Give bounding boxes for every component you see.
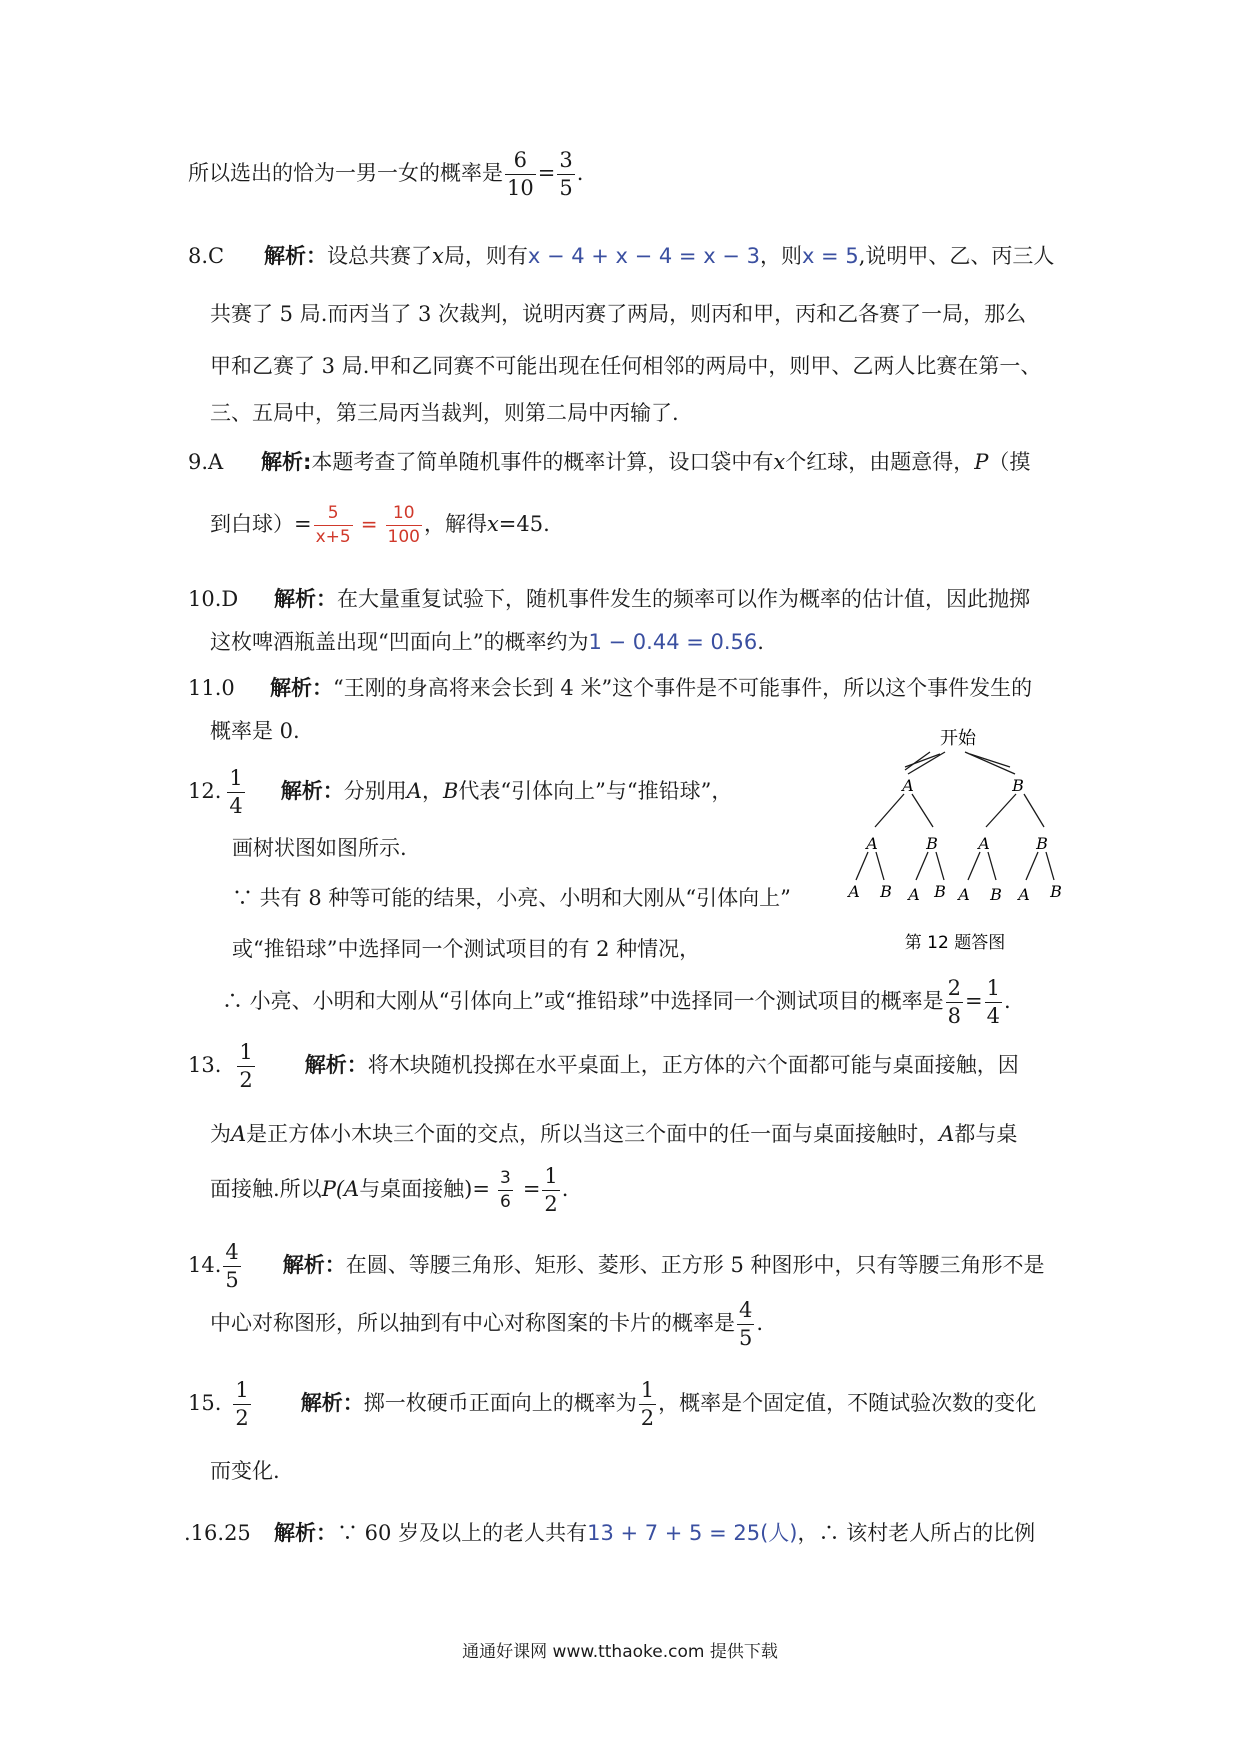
math-expression: x − 4 + x − 4 = x − 3 (527, 244, 760, 268)
q8-line-2: 共赛了 5 局.而丙当了 3 次裁判，说明丙赛了两局，则丙和甲，丙和乙各赛了一局，那么 (210, 302, 1027, 326)
q12-line-4: 或“推铅球”中选择同一个测试项目的有 2 种情况， (232, 937, 701, 961)
analysis-label: 解析： (270, 676, 333, 700)
intro-text: 所以选出的恰为一男一女的概率是 (188, 161, 503, 185)
tree-node: A (978, 834, 990, 853)
tree-leaf: B (880, 882, 892, 901)
question-number: 10.D (188, 587, 239, 611)
intro-line: 所以选出的恰为一男一女的概率是 $\frac{6}{10}$ = $\frac{3}{5}$ . (188, 148, 584, 200)
q9-line-2: 到白球）= $\frac{5}{x+5}$ = $\frac{10}{100}$ ，解得x=45. (210, 503, 550, 547)
fraction: $\frac{2}{8}$ (947, 976, 961, 1028)
fraction: $\frac{5}{x+5}$ (315, 503, 351, 547)
q14-line-1: 14. $\frac{4}{5}$ 解析：在圆、等腰三角形、矩形、菱形、正方形 5 种图形中，只有等腰三角形不是 (188, 1240, 1045, 1292)
question-number: 11.0 (188, 676, 235, 700)
math-expression: 1 − 0.44 = 0.56 (588, 630, 758, 654)
math-expression: 13 + 7 + 5 = 25(人) (587, 1521, 798, 1545)
q15-line-2: 而变化. (210, 1459, 280, 1483)
answer-fraction: $\frac{1}{4}$ (229, 766, 243, 818)
tree-root: 开始 (940, 728, 976, 749)
fraction: $\frac{3}{5}$ (559, 148, 573, 200)
q8-line-4: 三、五局中，第三局丙当裁判，则第二局中丙输了. (210, 401, 679, 425)
q15-line-1: 15. $\frac{1}{2}$ 解析：掷一枚硬币正面向上的概率为 $\frac{1}{2}$ ，概率是个固定值，不随试验次数的变化 (188, 1378, 1037, 1430)
q13-line-3: 面接触.所以P(A与桌面接触)= $\frac{3}{6}$ = $\frac{1}{2}$ . (210, 1164, 569, 1216)
fraction: $\frac{1}{2}$ (640, 1378, 655, 1430)
tree-node: B (926, 834, 938, 853)
q14-line-2: 中心对称图形，所以抽到有中心对称图案的卡片的概率是 $\frac{4}{5}$ . (210, 1298, 764, 1350)
fraction: $\frac{3}{6}$ (499, 1168, 511, 1212)
analysis-label: 解析： (274, 1521, 337, 1545)
tree-node: B (1036, 834, 1048, 853)
analysis-label: 解析： (280, 779, 344, 803)
tree-leaf: A (848, 882, 860, 901)
question-number: 13. (188, 1053, 222, 1077)
analysis-label: 解析: (261, 450, 312, 474)
tree-leaf: A (908, 885, 920, 904)
analysis-label: 解析： (274, 587, 337, 611)
fraction: $\frac{1}{4}$ (986, 976, 1000, 1028)
tree-diagram (820, 722, 1070, 954)
analysis-label: 解析： (282, 1253, 346, 1277)
analysis-label: 解析： (300, 1391, 364, 1415)
question-number: 8.C (188, 244, 225, 268)
q16-line-1: .16.25 解析：∵ 60 岁及以上的老人共有13 + 7 + 5 = 25(人)，∴ 该村老人所占的比例 (184, 1521, 1036, 1545)
q10-line-2: 这枚啤酒瓶盖出现“凹面向上”的概率约为1 − 0.44 = 0.56. (210, 630, 764, 654)
q12-line-1: 12. $\frac{1}{4}$ 解析：分别用A，B代表“引体向上”与“推铅球”， (188, 766, 733, 818)
question-number: 12. (188, 779, 222, 803)
tree-leaf: B (1050, 882, 1062, 901)
tree-leaf: B (934, 882, 946, 901)
q9-line-1: 9.A 解析:本题考查了简单随机事件的概率计算，设口袋中有x个红球，由题意得，P（摸 (188, 450, 1031, 474)
question-number: 14. (188, 1253, 222, 1277)
answer-fraction: $\frac{1}{2}$ (239, 1040, 253, 1092)
question-number: 9.A (188, 450, 224, 474)
page-footer: 通通好课网 www.tthaoke.com 提供下载 (462, 1642, 778, 1662)
question-number: .16.25 (184, 1521, 251, 1545)
tree-node: B (1012, 776, 1024, 795)
math-expression: x = 5 (801, 244, 859, 268)
answer-fraction: $\frac{1}{2}$ (235, 1378, 249, 1430)
q13-line-1: 13. $\frac{1}{2}$ 解析：将木块随机投掷在水平桌面上，正方体的六个面都可能与桌面接触，因 (188, 1040, 1019, 1092)
tree-node: A (866, 834, 878, 853)
q13-line-2: 为A是正方体小木块三个面的交点，所以当这三个面中的任一面与桌面接触时，A都与桌 (210, 1122, 1018, 1146)
tree-leaf: B (990, 885, 1002, 904)
tree-leaf: A (958, 885, 970, 904)
fraction: $\frac{6}{10}$ (507, 148, 534, 200)
q11-line-1: 11.0 解析：“王刚的身高将来会长到 4 米”这个事件是不可能事件，所以这个事件发生的 (188, 676, 1033, 700)
answer-fraction: $\frac{4}{5}$ (225, 1240, 239, 1292)
q8-line-3: 甲和乙赛了 3 局.甲和乙同赛不可能出现在任何相邻的两局中，则甲、乙两人比赛在第一、 (210, 354, 1042, 378)
fraction: $\frac{1}{2}$ (544, 1164, 558, 1216)
tree-node: A (902, 776, 914, 795)
tree-leaf: A (1018, 885, 1030, 904)
q12-line-5: ∴ 小亮、小明和大刚从“引体向上”或“推铅球”中选择同一个测试项目的概率是 $\frac{2}{8}$ = $\frac{1}{4}$ . (222, 976, 1011, 1028)
analysis-label: 解析： (304, 1053, 368, 1077)
q12-line-2: 画树状图如图所示. (232, 836, 407, 860)
q10-line-1: 10.D 解析：在大量重复试验下，随机事件发生的频率可以作为概率的估计值，因此抛掷 (188, 587, 1030, 611)
q8-line-1: 8.C 解析：设总共赛了x局，则有x − 4 + x − 4 = x − 3，则x = 5,说明甲、乙、丙三人 (188, 244, 1055, 268)
analysis-label: 解析： (264, 244, 327, 268)
figure-caption: 第 12 题答图 (904, 933, 1006, 953)
fraction: $\frac{10}{100}$ (387, 503, 420, 547)
fraction: $\frac{4}{5}$ (739, 1298, 753, 1350)
q12-line-3: ∵ 共有 8 种等可能的结果，小亮、小明和大刚从“引体向上” (232, 886, 791, 910)
question-number: 15. (188, 1391, 222, 1415)
q11-line-2: 概率是 0. (210, 719, 300, 743)
